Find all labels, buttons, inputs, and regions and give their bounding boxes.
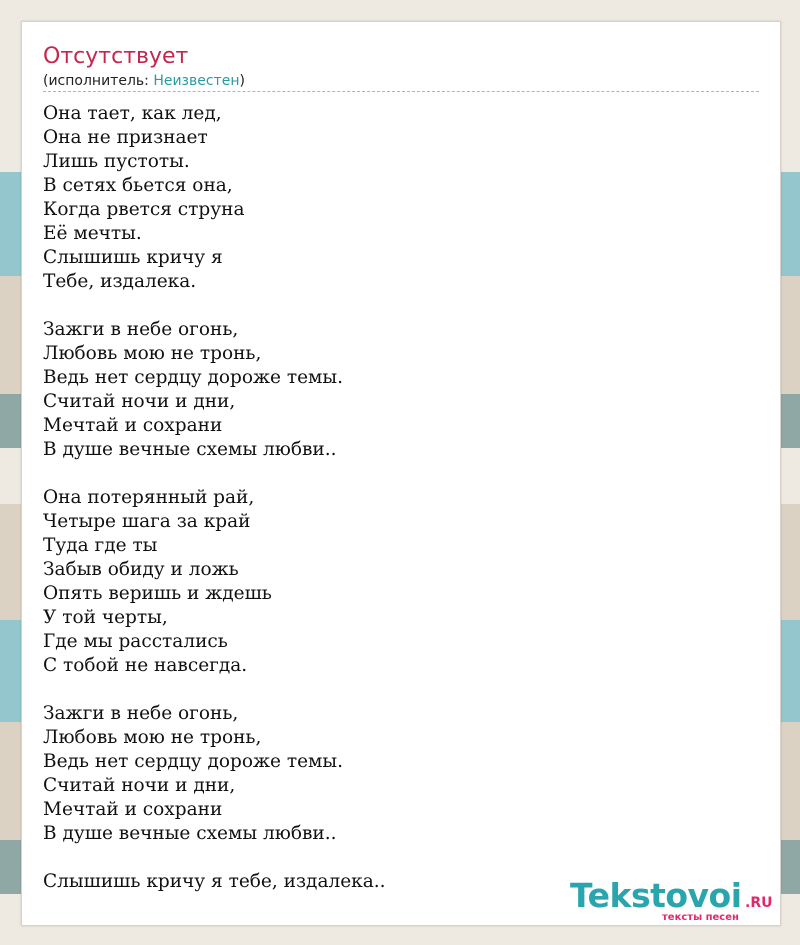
stanza-gap <box>43 462 743 486</box>
lyric-line: У той черты, <box>43 607 168 628</box>
lyric-line: Зажги в небе огонь, <box>43 703 239 724</box>
lyric-line: В сетях бьется она, <box>43 175 233 196</box>
lyric-line: Ведь нет сердцу дороже темы. <box>43 751 344 772</box>
site-logo[interactable] <box>570 878 780 922</box>
lyric-line: Слышишь кричу я тебе, издалека.. <box>43 871 386 892</box>
lyric-line: В душе вечные схемы любви.. <box>43 823 337 844</box>
logo-wordmark: Tekstovoi <box>570 876 742 915</box>
lyric-line: Забыв обиду и ложь <box>43 559 239 580</box>
lyric-line: Лишь пустоты. <box>43 151 190 172</box>
song-title: Отсутствует <box>43 44 189 69</box>
artist-line <box>43 72 245 90</box>
lyric-line: Она потерянный рай, <box>43 487 255 508</box>
lyric-line: В душе вечные схемы любви.. <box>43 439 337 460</box>
lyric-line: Туда где ты <box>43 535 158 556</box>
lyrics-text <box>43 102 743 894</box>
lyric-line: Любовь мою не тронь, <box>43 727 262 748</box>
lyric-line: Зажги в небе огонь, <box>43 319 239 340</box>
lyric-line: С тобой не навсегда. <box>43 655 248 676</box>
lyric-line: Мечтай и сохрани <box>43 799 223 820</box>
artist-link[interactable]: Неизвестен <box>153 73 240 89</box>
lyric-line: Её мечты. <box>43 223 142 244</box>
lyric-line: Где мы расстались <box>43 631 228 652</box>
lyric-line: Тебе, издалека. <box>43 271 197 292</box>
lyric-line: Четыре шага за край <box>43 511 251 532</box>
lyric-line: Слышишь кричу я <box>43 247 223 268</box>
artist-prefix: (исполнитель: <box>43 73 154 89</box>
logo-tagline: тексты песен <box>662 912 739 923</box>
logo-domain: .RU <box>745 895 773 911</box>
lyric-line: Любовь мою не тронь, <box>43 343 262 364</box>
lyric-line: Она тает, как лед, <box>43 103 222 124</box>
lyrics-card <box>21 21 781 926</box>
lyric-line: Опять веришь и ждешь <box>43 583 272 604</box>
stanza-gap <box>43 846 743 870</box>
lyric-line: Ведь нет сердцу дороже темы. <box>43 367 344 388</box>
stanza-gap <box>43 678 743 702</box>
lyric-line: Считай ночи и дни, <box>43 391 236 412</box>
title-divider <box>43 91 759 92</box>
lyric-line: Мечтай и сохрани <box>43 415 223 436</box>
artist-suffix: ) <box>239 73 245 89</box>
lyric-line: Считай ночи и дни, <box>43 775 236 796</box>
lyric-line: Она не признает <box>43 127 208 148</box>
lyric-line: Когда рвется струна <box>43 199 245 220</box>
stanza-gap <box>43 294 743 318</box>
